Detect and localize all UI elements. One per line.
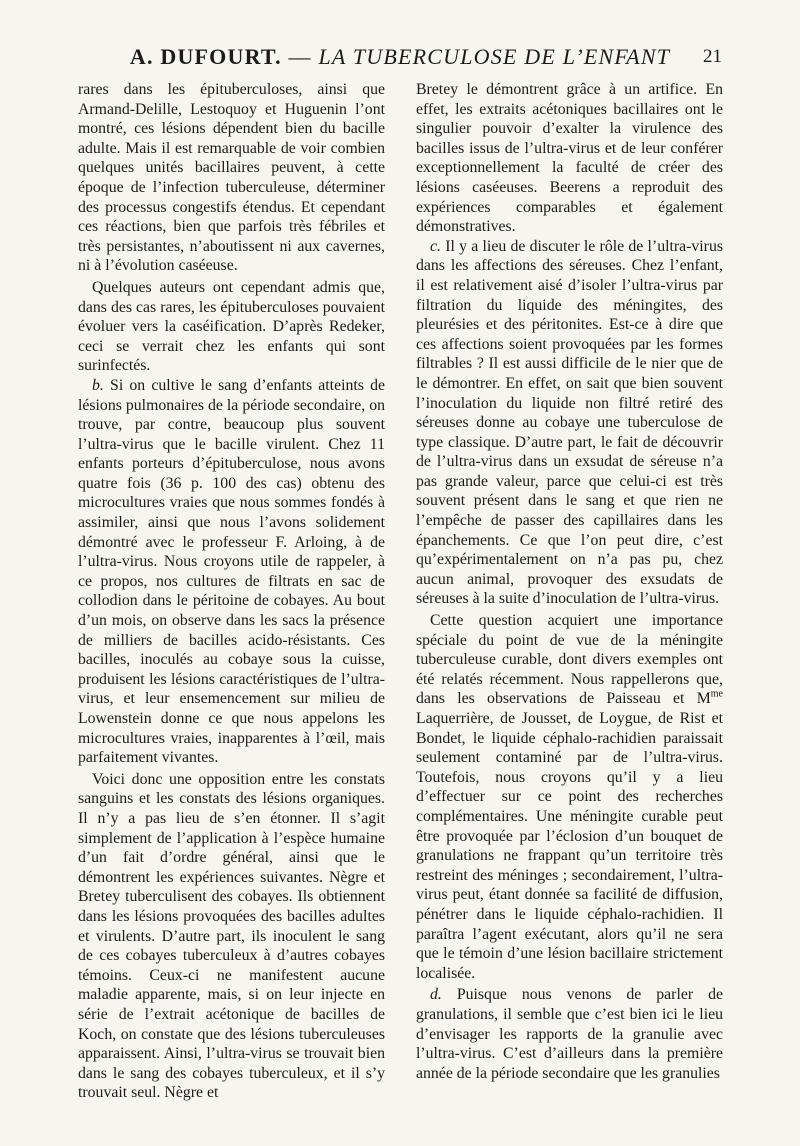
running-header	[78, 44, 722, 80]
paragraph-text: Puisque nous venons de parler de granulations, il semble que c’est bien ici le lieu d’envisager les rapports de la granulie avec l’ultra-virus. C’est d’ailleurs dans la première année de la période secondaire que les granulies	[416, 986, 723, 1082]
section-marker: d.	[430, 986, 442, 1004]
paragraph: Bretey le démontrent grâce à un artifice. En effet, les extraits acétoniques bacillaires ont le singulier pouvoir d’exalter la virulence des bacilles issus de l’ultra-virus et de leur conférer exceptionnellement la faculté de créer des lésions caséeuses. Beerens a reproduit des expériences comparables et également démonstratives.	[416, 81, 723, 236]
paragraph-text: Cette question acquiert une importance spéciale du point de vue de la méningite tuberculeuse curable, dont divers exemples ont été relatés récemment. Nous rappellerons que, dans les observations de Paisseau et M	[416, 612, 723, 708]
header-title: LA TUBERCULOSE DE L’ENFANT	[318, 44, 671, 69]
running-head	[78, 44, 722, 70]
paragraph: Quelques auteurs ont cependant admis que, dans des cas rares, les épituberculoses pouvaient évoluer vers la caséification. D’après Redeker, ceci se verrait chez les enfants qui sont surinfectés.	[78, 278, 385, 375]
superscript: me	[710, 689, 723, 701]
paragraph	[416, 985, 723, 1083]
header-dash: —	[281, 44, 319, 69]
paragraph-text: Laquerrière, de Jousset, de Loygue, de Rist et Bondet, le liquide céphalo-rachidien paraissait seulement contaminé par de l’ultra-virus. Toutefois, nous croyons qu’il y a lieu d’effectuer sur ce point des recherches complémentaires. Une méningite curable peut être provoquée par l’éclosion d’un bouquet de granulations ne frappant qu’un territoire très restreint des méninges ; secondairement, l’ultra-virus peut, étant donnée sa facilité de diffusion, pénétrer dans le liquide céphalo-rachidien. Il paraîtra l’agent exécutant, alors qu’il ne sera que le témoin d’une lésion bacillaire strictement localisée.	[416, 710, 723, 982]
paragraph: rares dans les épituberculoses, ainsi que Armand-Delille, Lestoquoy et Huguenin l’ont montré, ces lésions dépendent bien du bacille adulte. Mais il est remarquable de voir combien quelques unités bacillaires peuvent, à cette époque de l’infection tuberculeuse, déterminer des processus congestifs étendus. Et cependant ces réactions, bien que parfois très fébriles et très persistantes, n’aboutissent ni aux cavernes, ni à l’évolution caséeuse.	[78, 81, 385, 275]
header-author: A. DUFOURT.	[129, 44, 282, 69]
paragraph	[416, 611, 723, 983]
paragraph: Voici donc une opposition entre les constats sanguins et les constats des lésions organiques. Il n’y a pas lieu de s’en étonner. Il s’agit simplement de l’application à l’espèce humaine d’un fait d’ordre général, ainsi que le démontrent les expériences suivantes. Nègre et Bretey tuberculisent des cobayes. Ils obtiennent dans les lésions provoquées des bacilles adultes et virulents. D’autre part, ils inoculent le sang de ces cobayes tuberculeux à d’autres cobayes témoins. Ceux-ci ne manifestent aucune maladie apparente, mais, si on leur injecte en série de l’extrait acétonique de bacilles de Koch, on constate que des lésions tuberculeuses apparaissent. Ainsi, l’ultra-virus se trouvait bien dans le sang des cobayes tuberculeux, et il s’y trouvait seul. Nègre et	[78, 770, 385, 1102]
left-column	[78, 80, 385, 1103]
section-marker: b.	[92, 376, 104, 394]
paragraph	[416, 237, 723, 609]
section-marker: c.	[430, 237, 441, 255]
paragraph-text: Il y a lieu de discuter le rôle de l’ultra-virus dans les affections des séreuses. Chez l’enfant, il est relativement aisé d’isoler l’ultra-virus par filtration du liquide des méningites, des pleurésies et des péritonites. Est-ce à dire que ces affections soient provoquées par les formes filtrables ? Il est aussi difficile de le nier que de le démontrer. En effet, on sait que bien souvent l’inoculation du liquide non filtré retiré des séreuses donne au cobaye une tuberculose de type classique. D’autre part, le fait de découvrir de l’ultra-virus dans un exsudat de séreuse n’a pas grande valeur, parce que celui-ci est très souvent présent dans le sang et que rien ne l’empêche de passer des capillaires dans les épanchements. Ce que l’on peut dire, c’est qu’expérimentalement on n’a pas pu, chez aucun animal, provoquer des exsudats de séreuses à la suite d’inoculation de l’ultra-virus.	[416, 237, 723, 608]
paragraph-text: Si on cultive le sang d’enfants atteints de lésions pulmonaires de la période secondaire, on trouve, par contre, beaucoup plus souvent l’ultra-virus que le bacille virulent. Chez 11 enfants porteurs d’épituberculose, nous avons quatre fois (36 p. 100 des cas) obtenu des microcultures vraies que nous sommes fondés à assimiler, ainsi que nous l’avons solidement démontré avec le professeur F. Arloing, à de l’ultra-virus. Nous croyons utile de rappeler, à ce propos, nos cultures de filtrats en sac de collodion dans le péritoine de cobayes. Au bout d’un mois, on observe dans les sacs la présence de milliers de bacilles acido-résistants. Ces bacilles, inoculés au cobaye sous la cuisse, produisent les lésions caractéristiques de l’ultra-virus, et leur ensemencement sur milieu de Lowenstein donne ce que nous appelons les microcultures vraies, inapparentes à l’œil, mais parfaitement vivantes.	[78, 376, 385, 767]
page-number: 21	[703, 46, 722, 67]
paragraph	[78, 376, 385, 768]
right-column	[416, 80, 723, 1083]
